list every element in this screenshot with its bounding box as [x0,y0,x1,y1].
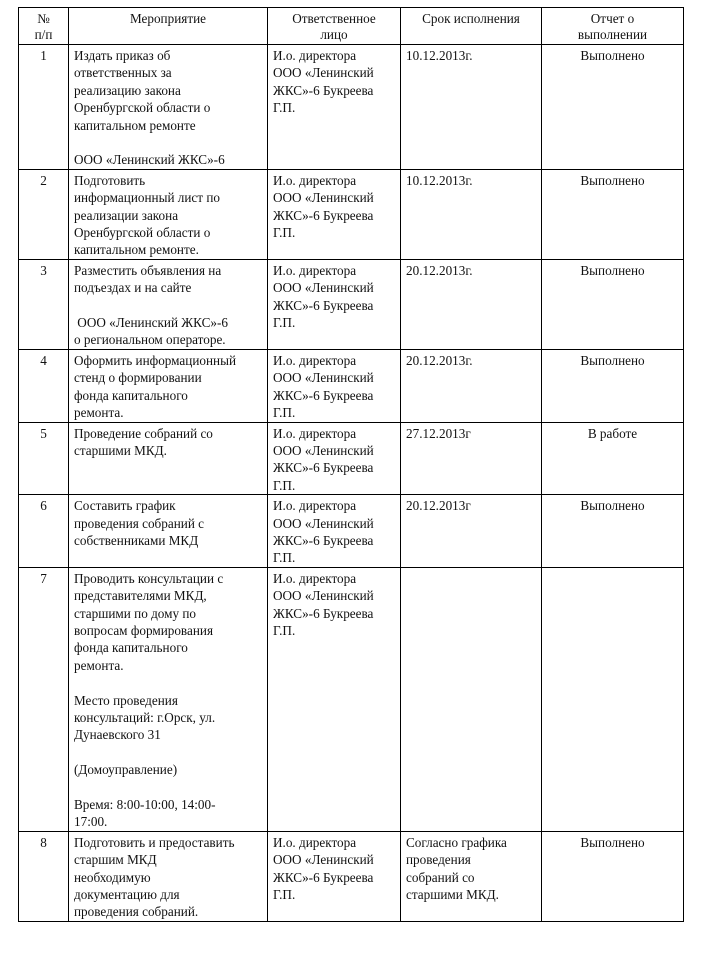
table-row [19,259,684,349]
task-description-line: Подготовить и предоставить [74,834,235,850]
table-row [19,831,684,921]
task-description [69,169,268,259]
deadline-line: 27.12.2013г [406,425,471,441]
responsible-person-line: ООО «Ленинский [273,370,374,386]
task-description-line: фонда капитального [74,640,188,656]
deadline [401,259,542,349]
task-description-line: проведения собраний. [74,904,199,920]
task-description-line: фонда капитального [74,387,188,403]
task-description-line: подъездах и на сайте [74,280,192,296]
task-description-line: стенд о формировании [74,370,202,386]
header-report-line: выполнении [577,26,648,42]
header-num-line: № [37,11,50,26]
deadline-line: проведения [406,852,471,868]
task-description-line: собственниками МКД [74,532,199,548]
task-description-line [74,779,262,796]
deadline [401,349,542,422]
task-description-line: Разместить объявления на [74,262,222,278]
deadline [401,169,542,259]
responsible-person-line: И.о. директора [273,425,357,441]
responsible-person-line: ООО «Ленинский [273,442,374,458]
task-description-line: вопросам формирования [74,622,214,638]
task-description [69,567,268,831]
completion-status: Выполнено [542,831,684,921]
deadline-line: 20.12.2013г. [406,352,473,368]
task-description-line: о региональном операторе. [74,332,226,348]
responsible-person-line: Г.П. [273,550,296,566]
row-number: 3 [19,259,69,349]
responsible-person-line: Г.П. [273,315,296,331]
responsible-person-line: ЖКС»-6 Букреева [273,387,374,403]
responsible-person [268,495,401,568]
responsible-person-line: ЖКС»-6 Букреева [273,460,374,476]
responsible-person [268,45,401,170]
deadline-line: собраний со [406,869,475,885]
table-body [19,45,684,922]
responsible-person-line: ЖКС»-6 Букреева [273,605,374,621]
responsible-person-line: Г.П. [273,100,296,116]
responsible-person-line: ООО «Ленинский [273,852,374,868]
task-description [69,495,268,568]
responsible-person-line: И.о. директора [273,262,357,278]
task-description-line: консультаций: г.Орск, ул. [74,709,216,725]
task-description-line: Дунаевского 31 [74,727,161,743]
task-description-line: ООО «Ленинский ЖКС»-6 [74,152,225,168]
responsible-person-line: ООО «Ленинский [273,588,374,604]
action-plan-table [18,7,684,922]
completion-status [542,567,684,831]
deadline [401,495,542,568]
header-deadline: Срок исполнения [401,8,542,45]
header-responsible [268,8,401,45]
responsible-person-line: Г.П. [273,225,296,241]
responsible-person [268,259,401,349]
task-description-line: капитальном ремонте. [74,242,199,258]
task-description-line: Проведение собраний со [74,425,213,441]
task-description-line [74,297,262,314]
header-responsible-line: лицо [320,26,348,42]
responsible-person-line: ООО «Ленинский [273,280,374,296]
responsible-person-line: ООО «Ленинский [273,65,374,81]
header-report-line: Отчет о [590,11,635,26]
task-description-line: ремонта. [74,657,124,673]
table-row [19,349,684,422]
task-description-line [74,674,262,691]
task-description-line: (Домоуправление) [74,762,178,778]
deadline-line: старшими МКД. [406,887,499,903]
completion-status: Выполнено [542,169,684,259]
task-description-line: ответственных за [74,65,172,81]
header-num-line: п/п [34,26,53,42]
task-description [69,422,268,495]
row-number: 5 [19,422,69,495]
responsible-person-line: Г.П. [273,622,296,638]
task-description-line: старшими МКД. [74,442,167,458]
task-description-line: информационный лист по [74,190,220,206]
table-row [19,495,684,568]
task-description-line: Место проведения [74,692,178,708]
task-description-line: Оформить информационный [74,352,237,368]
completion-status: В работе [542,422,684,495]
responsible-person-line: Г.П. [273,405,296,421]
deadline-line: 20.12.2013г [406,498,471,514]
responsible-person [268,422,401,495]
task-description-line: проведения собраний с [74,515,205,531]
responsible-person-line: И.о. директора [273,48,357,63]
task-description-line: реализацию закона [74,82,181,98]
row-number: 2 [19,169,69,259]
responsible-person [268,567,401,831]
responsible-person-line: ЖКС»-6 Букреева [273,869,374,885]
responsible-person-line: ООО «Ленинский [273,190,374,206]
task-description-line: Проводить консультации с [74,570,224,586]
task-description-line: старшими по дому по [74,605,197,621]
responsible-person-line: ЖКС»-6 Букреева [273,82,374,98]
responsible-person-line: И.о. директора [273,834,357,850]
responsible-person [268,169,401,259]
task-description-line: старшим МКД [74,852,157,868]
row-number: 1 [19,45,69,170]
task-description-line: Подготовить [74,172,146,188]
task-description-line: документацию для [74,887,180,903]
responsible-person-line: И.о. директора [273,172,357,188]
deadline-line: Согласно графика [406,834,507,850]
task-description-line [74,134,262,151]
deadline-line: 20.12.2013г. [406,262,473,278]
task-description [69,349,268,422]
table-row [19,567,684,831]
task-description-line: необходимую [74,869,151,885]
responsible-person-line: Г.П. [273,887,296,903]
task-description-line: Оренбургской области о [74,100,211,116]
task-description-line: реализации закона [74,207,179,223]
deadline [401,831,542,921]
task-description [69,45,268,170]
deadline-line: 10.12.2013г. [406,48,473,63]
completion-status: Выполнено [542,349,684,422]
completion-status: Выполнено [542,259,684,349]
responsible-person-line: ООО «Ленинский [273,515,374,531]
row-number: 8 [19,831,69,921]
header-responsible-line: Ответственное [292,11,376,26]
responsible-person-line: ЖКС»-6 Букреева [273,532,374,548]
responsible-person-line: ЖКС»-6 Букреева [273,207,374,223]
task-description-line: капитальном ремонте [74,117,196,133]
deadline [401,422,542,495]
task-description-line: Время: 8:00-10:00, 14:00- [74,796,216,812]
task-description-line: Составить график [74,498,176,514]
responsible-person-line: И.о. директора [273,498,357,514]
task-description-line: представителями МКД, [74,588,207,604]
header-report [542,8,684,45]
task-description-line: 17:00. [74,814,108,830]
completion-status: Выполнено [542,495,684,568]
deadline [401,567,542,831]
responsible-person-line: Г.П. [273,477,296,493]
row-number: 6 [19,495,69,568]
deadline-line: 10.12.2013г. [406,172,473,188]
header-task: Мероприятие [69,8,268,45]
task-description-line [74,744,262,761]
responsible-person-line: И.о. директора [273,352,357,368]
task-description-line: ремонта. [74,405,124,421]
row-number: 7 [19,567,69,831]
task-description-line: Издать приказ об [74,48,171,63]
task-description-line: ООО «Ленинский ЖКС»-6 [74,315,228,331]
table-row [19,169,684,259]
task-description-line: Оренбургской области о [74,225,211,241]
responsible-person [268,349,401,422]
row-number: 4 [19,349,69,422]
table-header-row [19,8,684,45]
table-row [19,45,684,170]
table-row [19,422,684,495]
responsible-person [268,831,401,921]
deadline [401,45,542,170]
responsible-person-line: ЖКС»-6 Букреева [273,297,374,313]
header-num [19,8,69,45]
completion-status: Выполнено [542,45,684,170]
task-description [69,831,268,921]
task-description [69,259,268,349]
responsible-person-line: И.о. директора [273,570,357,586]
